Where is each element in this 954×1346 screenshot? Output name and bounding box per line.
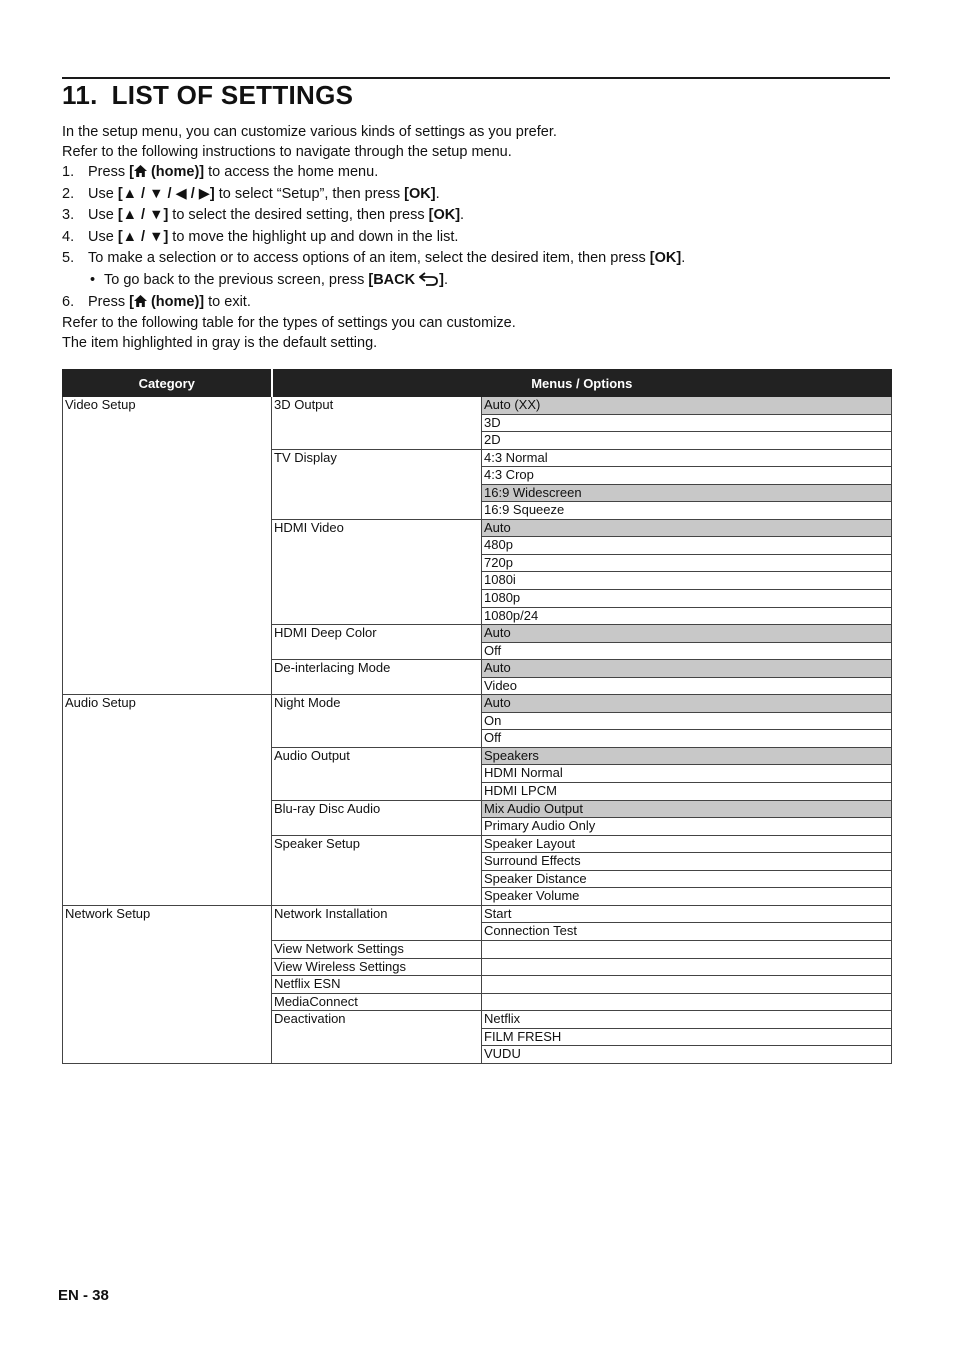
outro-line: The item highlighted in gray is the default setting.: [62, 335, 378, 352]
step-number: 2.: [62, 185, 75, 202]
step-text: to select “Setup”, then press: [214, 185, 405, 202]
step-text: to move the highlight up and down in the list.: [168, 228, 459, 245]
step-text: .: [435, 185, 440, 202]
table-row: [63, 397, 892, 415]
step-5-note: [62, 270, 892, 292]
category-cell: Video Setup: [63, 397, 272, 695]
menu-cell: Night Mode: [272, 695, 482, 748]
menu-cell: Blu-ray Disc Audio: [272, 800, 482, 835]
back-key: [368, 272, 444, 288]
option-cell: 1080p: [482, 590, 892, 608]
home-key: [129, 164, 204, 180]
menu-cell: TV Display: [272, 449, 482, 519]
option-cell: 720p: [482, 554, 892, 572]
option-cell: On: [482, 712, 892, 730]
table-row: [63, 905, 892, 923]
option-cell-empty: [482, 993, 892, 1011]
key-label: ]: [439, 271, 444, 288]
step-text: To go back to the previous screen, press: [104, 271, 369, 288]
option-cell-default: Speakers: [482, 747, 892, 765]
key-label: [: [129, 164, 134, 180]
option-cell: Speaker Distance: [482, 870, 892, 888]
option-cell: HDMI Normal: [482, 765, 892, 783]
arrow-keys: [▲ / ▼ / ◀ / ▶]: [117, 185, 215, 202]
option-cell: 4:3 Crop: [482, 467, 892, 485]
step-text: Use: [88, 185, 118, 202]
table-header-row: [63, 370, 892, 397]
option-cell: Primary Audio Only: [482, 818, 892, 836]
step-text: .: [443, 271, 448, 288]
menu-cell: 3D Output: [272, 397, 482, 450]
menu-cell: Deactivation: [272, 1011, 482, 1064]
home-icon: [134, 165, 147, 177]
step-text: Press: [88, 164, 130, 180]
option-cell: 3D: [482, 414, 892, 432]
menu-cell: Audio Output: [272, 747, 482, 800]
option-cell: Surround Effects: [482, 853, 892, 871]
intro-line: Refer to the following instructions to navigate through the setup menu.: [62, 144, 512, 160]
settings-table: [62, 369, 892, 1064]
option-cell-empty: [482, 940, 892, 958]
step-text: to exit.: [204, 293, 251, 310]
step-number: 3.: [62, 207, 75, 224]
option-cell-default: Auto: [482, 660, 892, 678]
top-rule: [62, 77, 890, 79]
menu-cell: View Network Settings: [272, 940, 482, 958]
step-text: to select the desired setting, then press: [168, 207, 429, 224]
step-number: 1.: [62, 164, 75, 180]
option-cell-default: 16:9 Widescreen: [482, 484, 892, 502]
category-cell: Network Setup: [63, 905, 272, 1063]
option-cell-default: Auto (XX): [482, 397, 892, 415]
menu-cell: HDMI Deep Color: [272, 625, 482, 660]
option-cell: Connection Test: [482, 923, 892, 941]
ok-key: [OK]: [404, 185, 436, 202]
step-4: [62, 227, 892, 249]
option-cell: 16:9 Squeeze: [482, 502, 892, 520]
step-2: [62, 184, 892, 206]
page-number: EN - 38: [58, 1287, 109, 1304]
option-cell: 480p: [482, 537, 892, 555]
section-title: LIST OF SETTINGS: [111, 80, 354, 110]
step-3: [62, 205, 892, 227]
option-cell-default: Auto: [482, 625, 892, 643]
outro-line: Refer to the following table for the types of settings you can customize.: [62, 315, 516, 332]
option-cell: FILM FRESH: [482, 1028, 892, 1046]
table-row: [63, 695, 892, 713]
menu-cell: De-interlacing Mode: [272, 660, 482, 695]
step-text: .: [681, 250, 686, 267]
option-cell-default: Mix Audio Output: [482, 800, 892, 818]
step-1: [62, 162, 892, 184]
ok-key: [OK]: [428, 207, 461, 224]
option-cell-empty: [482, 958, 892, 976]
step-text: Use: [88, 228, 118, 245]
home-icon: [134, 295, 147, 307]
page-title: [62, 80, 353, 110]
menu-cell: View Wireless Settings: [272, 958, 482, 976]
back-arrow-icon: [419, 272, 439, 286]
option-cell: Speaker Volume: [482, 888, 892, 906]
option-cell-default: Auto: [482, 519, 892, 537]
arrow-keys: [▲ / ▼]: [117, 228, 169, 245]
bullet: •: [90, 271, 96, 288]
option-cell: Start: [482, 905, 892, 923]
menu-cell: MediaConnect: [272, 993, 482, 1011]
menu-cell: HDMI Video: [272, 519, 482, 624]
instructions: [62, 122, 892, 353]
step-number: 6.: [62, 293, 75, 310]
step-number: 5.: [62, 250, 75, 267]
key-label: (home)]: [146, 293, 205, 310]
options-header: Menus / Options: [272, 370, 892, 397]
step-text: Press: [88, 293, 130, 310]
step-text: To make a selection or to access options of an item, select the desired item, then press: [88, 250, 650, 267]
ok-key: [OK]: [649, 250, 682, 267]
option-cell: Netflix: [482, 1011, 892, 1029]
option-cell: 1080i: [482, 572, 892, 590]
key-label: [BACK: [368, 271, 416, 288]
option-cell: 1080p/24: [482, 607, 892, 625]
option-cell: 2D: [482, 432, 892, 450]
option-cell: HDMI LPCM: [482, 783, 892, 801]
category-header: Category: [63, 370, 272, 397]
option-cell-default: Auto: [482, 695, 892, 713]
option-cell-empty: [482, 976, 892, 994]
step-6: [62, 292, 892, 314]
option-cell: 4:3 Normal: [482, 449, 892, 467]
arrow-keys: [▲ / ▼]: [117, 207, 169, 224]
home-key: [129, 294, 204, 310]
step-text: to access the home menu.: [204, 164, 379, 180]
category-cell: Audio Setup: [63, 695, 272, 906]
option-cell: Video: [482, 677, 892, 695]
section-number: 11.: [62, 80, 98, 110]
key-label: [: [129, 293, 134, 310]
option-cell: Off: [482, 642, 892, 660]
key-label: (home)]: [146, 164, 205, 180]
option-cell: Speaker Layout: [482, 835, 892, 853]
step-5: [62, 248, 892, 270]
step-number: 4.: [62, 228, 75, 245]
menu-cell: Speaker Setup: [272, 835, 482, 905]
menu-cell: Netflix ESN: [272, 976, 482, 994]
step-text: .: [460, 207, 465, 224]
option-cell: Off: [482, 730, 892, 748]
option-cell: VUDU: [482, 1046, 892, 1064]
step-text: Use: [88, 207, 118, 224]
menu-cell: Network Installation: [272, 905, 482, 940]
intro-line: In the setup menu, you can customize various kinds of settings as you prefer.: [62, 124, 557, 140]
